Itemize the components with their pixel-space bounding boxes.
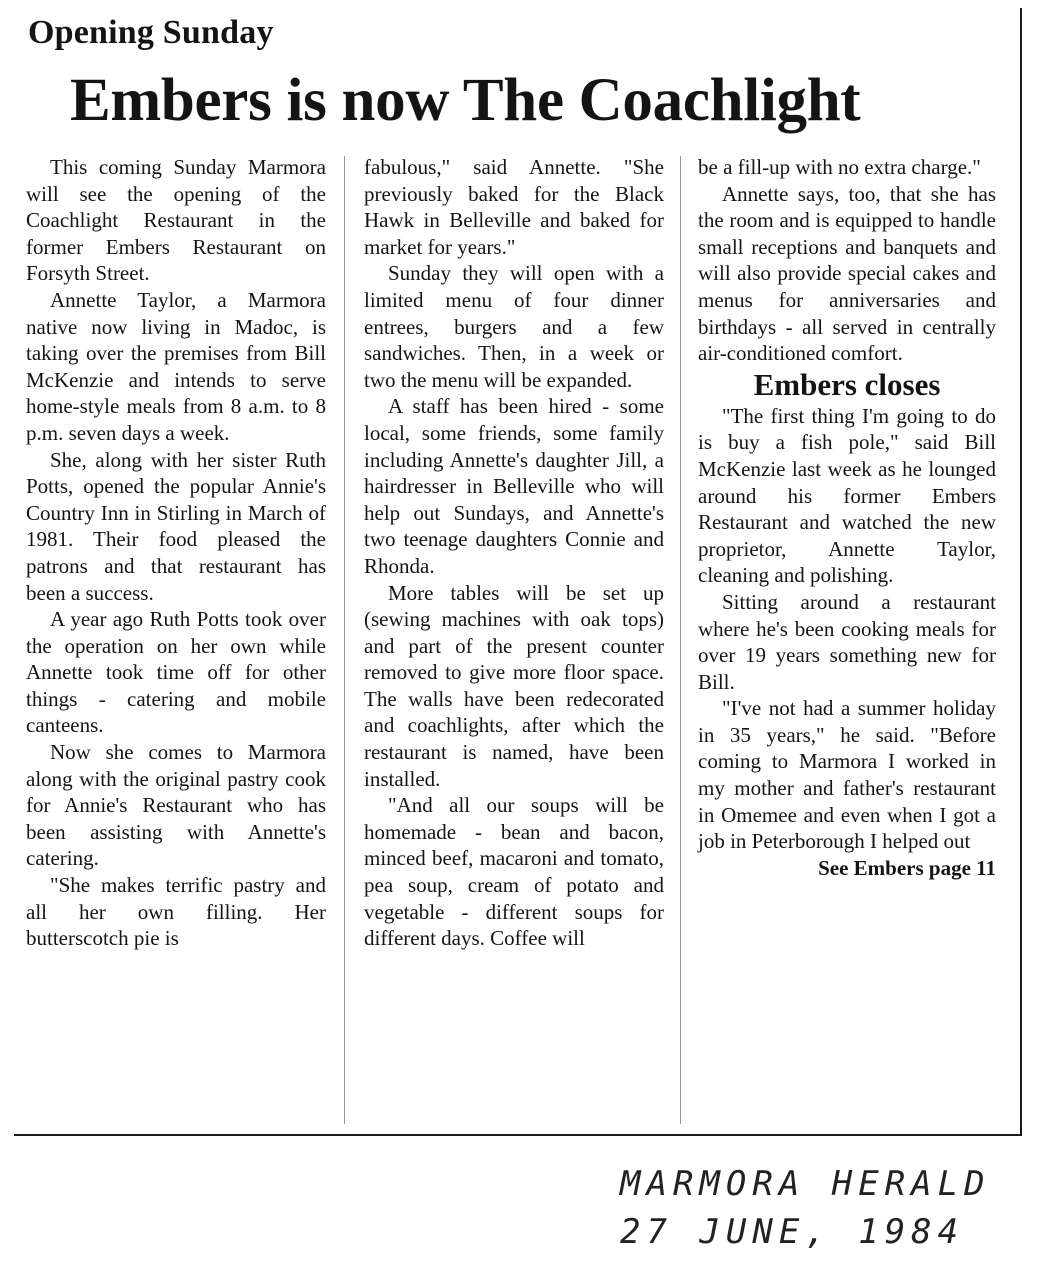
paragraph: "The first thing I'm going to do is buy a fish pole," said Bill McKenzie last week as he lounged around his former Embers Restaurant and watched the new proprietor, Annette Taylor, cleaning and polishing. — [698, 403, 996, 588]
column-3 — [698, 154, 996, 881]
paragraph: "And all our soups will be homemade - bean and bacon, minced beef, macaroni and tomato, pea soup, cream of potato and vegetable - different soups for different days. Coffee will — [364, 793, 664, 951]
column-rule — [344, 156, 345, 1124]
headline: Embers is now The Coachlight — [70, 67, 861, 134]
paragraph: She, along with her sister Ruth Potts, opened the popular Annie's Country Inn in Stirling in March of 1981. Their food pleased the patrons and that restaurant has been a success. — [26, 447, 326, 605]
subheading: Embers closes — [753, 366, 941, 402]
column-1 — [26, 154, 326, 952]
continuation-line: See Embers page 11 — [818, 855, 996, 880]
paragraph: "I've not had a summer holiday in 35 years," he said. "Before coming to Marmora I worked in my mother and father's restaurant in Omemee and even when I got a job in Peterborough I helped out — [698, 696, 996, 854]
paragraph: "She makes terrific pastry and all her own filling. Her butterscotch pie is — [26, 873, 326, 951]
paragraph: Sunday they will open with a limited menu of four dinner entrees, burgers and a few sandwiches. Then, in a week or two the menu will be expanded. — [364, 261, 664, 392]
paragraph: This coming Sunday Marmora will see the opening of the Coachlight Restaurant in the former Embers Restaurant on Forsyth Street. — [26, 155, 326, 286]
paragraph: A staff has been hired - some local, some friends, some family including Annette's daughter Jill, a hairdresser in Belleville who will help out Sundays, and Annette's two teenage daughters Connie and Rhonda. — [364, 394, 664, 578]
paragraph: fabulous," said Annette. "She previously baked for the Black Hawk in Belleville and baked for market for years." — [364, 155, 664, 259]
annotation-date: 27 JUNE, 1984 — [620, 1212, 965, 1252]
paragraph: More tables will be set up (sewing machines with oak tops) and part of the present counter removed to give more floor space. The walls have been redecorated and coachlights, after which the restaurant is named, have been installed. — [364, 580, 664, 791]
paragraph: Annette Taylor, a Marmora native now living in Madoc, is taking over the premises from Bill McKenzie and intends to serve home-style meals from 8 a.m. to 8 p.m. seven days a week. — [26, 287, 326, 445]
paragraph: be a fill-up with no extra charge." — [698, 155, 981, 179]
column-2 — [364, 154, 664, 952]
paragraph: Sitting around a restaurant where he's been cooking meals for over 19 years something new for Bill. — [698, 589, 996, 694]
kicker: Opening Sunday — [28, 14, 274, 51]
paragraph: Annette says, too, that she has the room and is equipped to handle small receptions and banquets and will also provide special cakes and menus for anniversaries and birthdays - all served in centrally air-conditioned comfort. — [698, 181, 996, 366]
handwritten-annotation — [620, 1160, 991, 1256]
column-rule — [680, 156, 681, 1124]
paragraph: A year ago Ruth Potts took over the operation on her own while Annette took time off for other things - catering and mobile canteens. — [26, 607, 326, 738]
paragraph: Now she comes to Marmora along with the original pastry cook for Annie's Restaurant who has been assisting with Annette's catering. — [26, 740, 326, 871]
annotation-source: MARMORA HERALD — [620, 1164, 991, 1204]
